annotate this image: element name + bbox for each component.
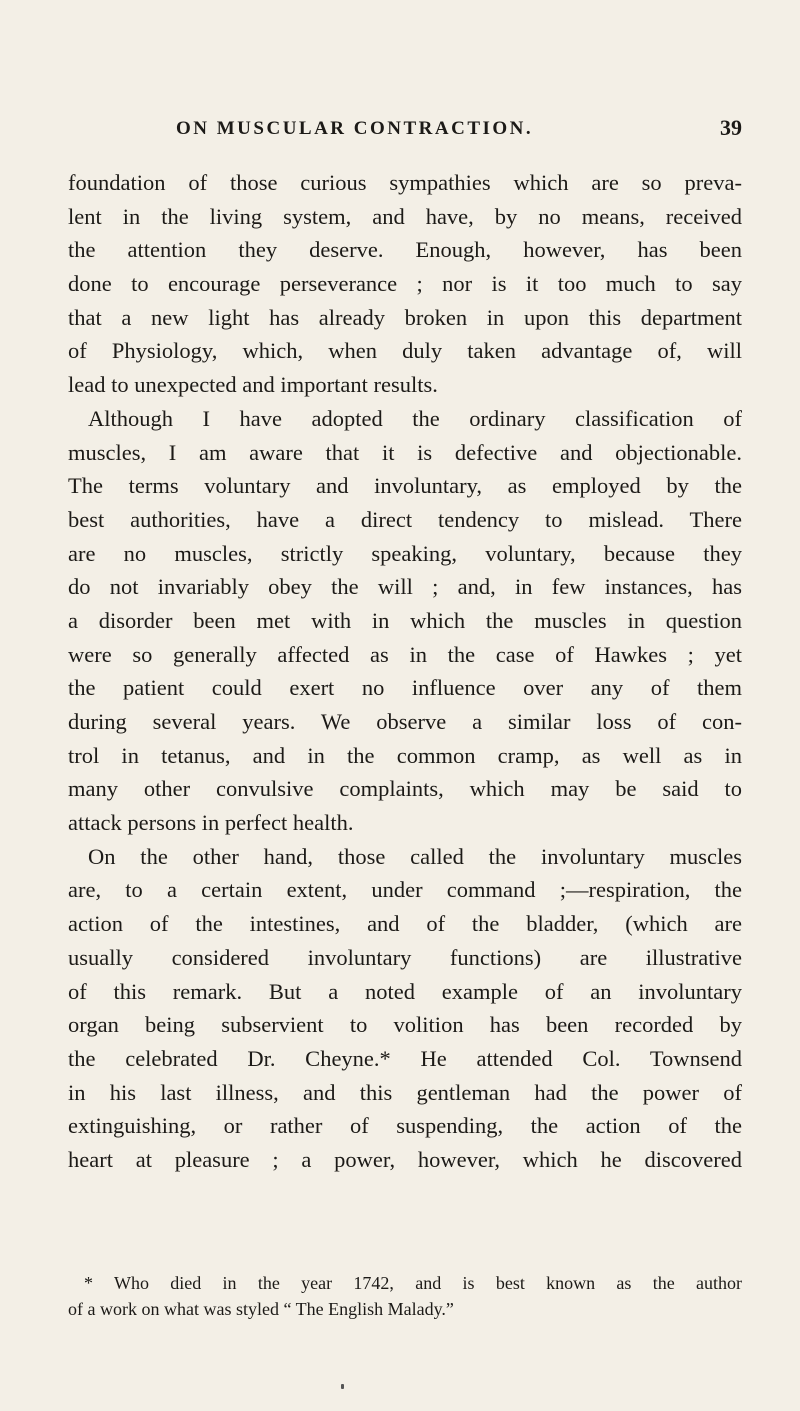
text-line: of this remark. But a noted example of an involuntary <box>68 978 742 1004</box>
text-line: lead to unexpected and important results. <box>68 372 438 398</box>
page-number: 39 <box>720 115 742 140</box>
paper-speck <box>341 1384 344 1389</box>
text-line: a disorder been met with in which the muscles in question <box>68 607 742 633</box>
text-line: usually considered involuntary functions) are illustrative <box>68 944 742 970</box>
text-line: were so generally affected as in the case of Hawkes ; yet <box>68 641 742 667</box>
footnote-line: of a work on what was styled “ The English Malady.” <box>68 1299 454 1319</box>
text-line: attack persons in perfect health. <box>68 810 354 836</box>
footnote-line: * Who died in the year 1742, and is best known as the author <box>84 1273 742 1293</box>
text-line: are no muscles, strictly speaking, voluntary, because they <box>68 540 742 566</box>
text-line: are, to a certain extent, under command ;—respiration, the <box>68 877 742 903</box>
text-line: many other convulsive complaints, which may be said to <box>68 776 742 802</box>
text-line: during several years. We observe a similar loss of con- <box>68 709 742 734</box>
text-line: heart at pleasure ; a power, however, which he discovered <box>68 1146 742 1172</box>
footnote <box>68 1270 742 1322</box>
text-line: done to encourage perseverance ; nor is it too much to say <box>68 271 742 297</box>
text-line: muscles, I am aware that it is defective and objectionable. <box>68 439 742 465</box>
text-line: Although I have adopted the ordinary classification of <box>88 405 742 431</box>
text-line: do not invariably obey the will ; and, in few instances, has <box>68 574 742 600</box>
text-line: The terms voluntary and involuntary, as employed by the <box>68 473 742 499</box>
text-line: action of the intestines, and of the bladder, (which are <box>68 911 742 937</box>
text-line: that a new light has already broken in upon this department <box>68 304 742 330</box>
text-line: trol in tetanus, and in the common cramp, as well as in <box>68 742 742 768</box>
text-line: organ being subservient to volition has been recorded by <box>68 1012 742 1038</box>
text-line: lent in the living system, and have, by no means, received <box>68 203 742 229</box>
text-line: best authorities, have a direct tendency to mislead. There <box>68 506 742 532</box>
text-line: of Physiology, which, when duly taken advantage of, will <box>68 338 742 364</box>
text-line: the patient could exert no influence over any of them <box>68 675 742 701</box>
text-line: the celebrated Dr. Cheyne.* He attended Col. Townsend <box>68 1045 742 1071</box>
text-line: in his last illness, and this gentleman had the power of <box>68 1079 742 1105</box>
body-text <box>68 166 742 1177</box>
text-line: extinguishing, or rather of suspending, the action of the <box>68 1113 742 1139</box>
text-line: On the other hand, those called the involuntary muscles <box>88 843 742 869</box>
text-line: the attention they deserve. Enough, however, has been <box>68 237 742 263</box>
running-head <box>68 115 742 148</box>
text-line: foundation of those curious sympathies which are so preva- <box>68 170 742 195</box>
running-head-title: ON MUSCULAR CONTRACTION. <box>176 118 534 139</box>
